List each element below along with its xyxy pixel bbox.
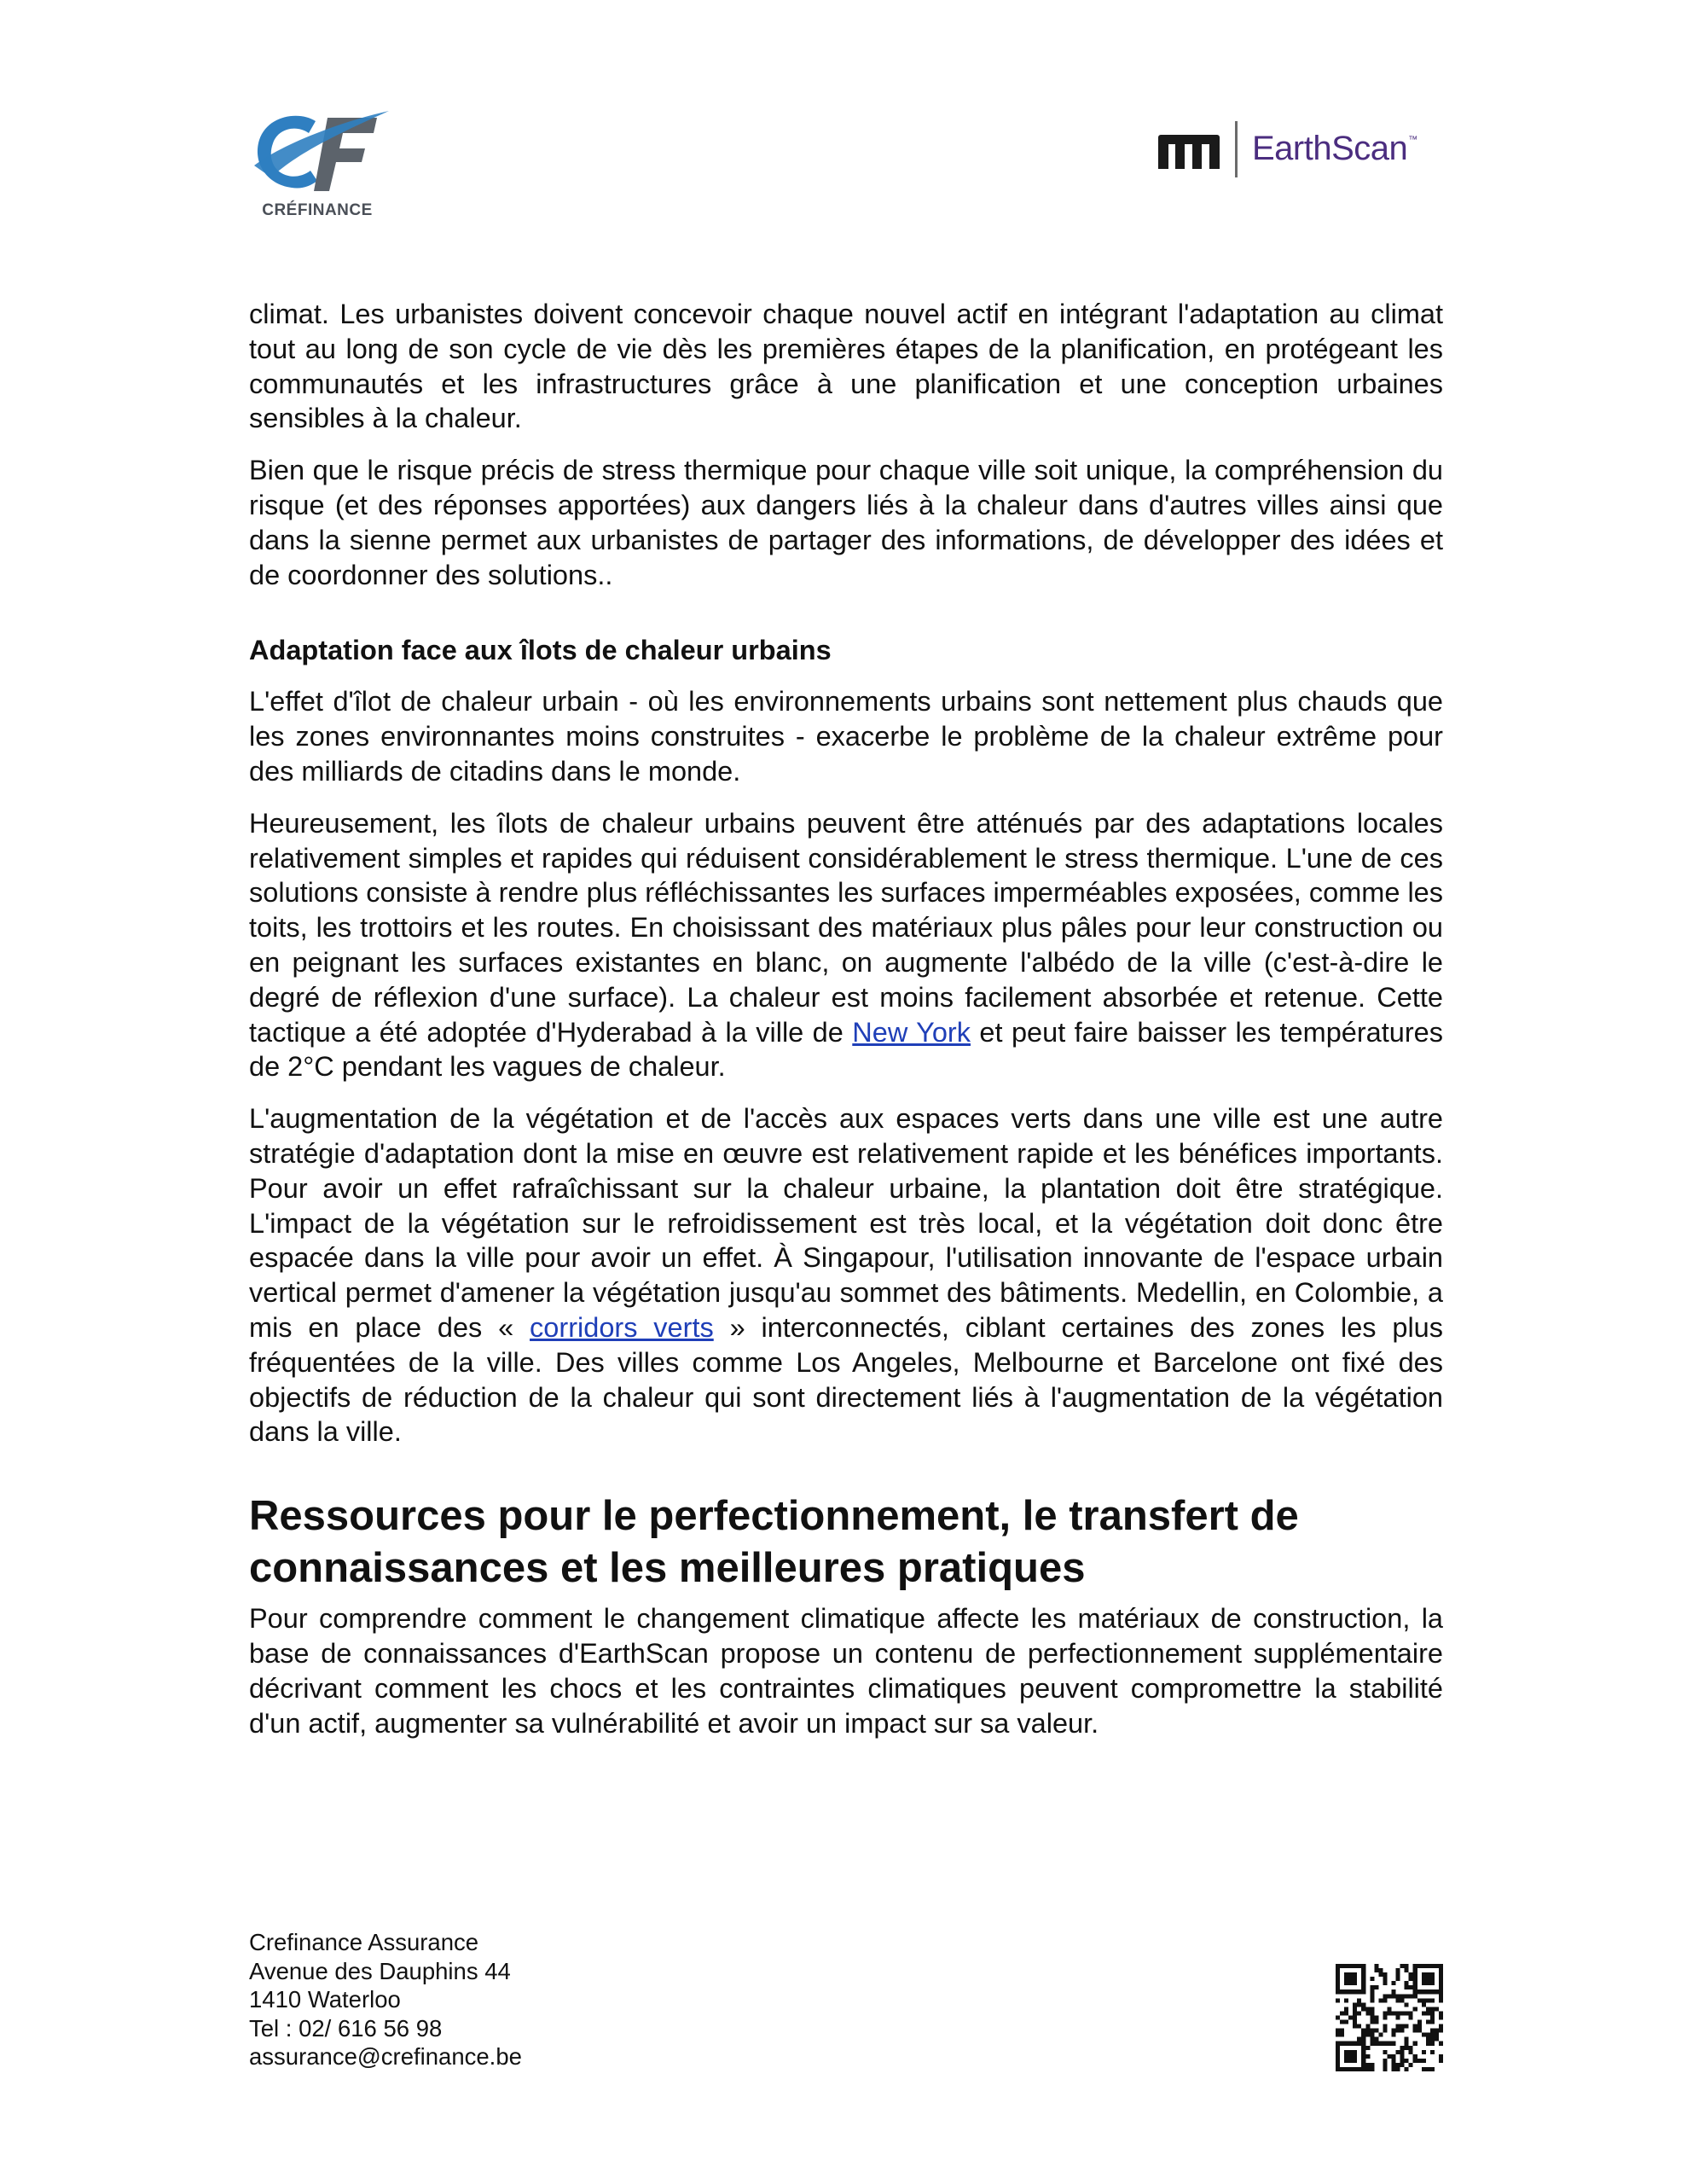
crefinance-logo	[249, 106, 394, 224]
logo-divider	[1235, 121, 1238, 177]
paragraph-5-text-b: » interconnectés, ciblant certaines des zones les plus fréquentées de la ville. Des villes comme Los Angeles, Melbourne et Barcelone ont fixé des objectifs de réduction de la chaleur qui sont directement liés à l'augmentation de la végétation dans la ville.	[249, 1311, 1444, 1448]
section-heading-resources: Ressources pour le perfectionnement, le transfert de connaissances et les meilleures pratiques	[249, 1493, 1299, 1592]
section-heading-heat-islands: Adaptation face aux îlots de chaleur urbains	[249, 635, 832, 666]
footer-phone: Tel : 02/ 616 56 98	[249, 2014, 443, 2042]
trademark-symbol: ™	[1408, 135, 1417, 145]
paragraph-4-text-a: Heureusement, les îlots de chaleur urbains peuvent être atténués par des adaptations locales relativement simples et rapides qui réduisent considérablement le stress thermique. L'une de ces solutions consiste à rendre plus réfléchissantes les surfaces imperméables exposées, comme les toits, les trottoirs et les routes. En choisissant des matériaux plus pâles pour leur construction ou en peignant les surfaces existantes en blanc, on augmente l'albédo de la ville (c'est-à-dire le degré de réflexion d'une surface). La chaleur est moins facilement absorbée et retenue. Cette tactique a été adoptée d'Hyderabad à la ville de	[249, 807, 1443, 1048]
paragraph-2: Bien que le risque précis de stress thermique pour chaque ville soit unique, la compréhension du risque (et des réponses apportées) aux dangers liés à la chaleur dans d'autres villes ainsi que dans la sienne permet aux urbanistes de partager des informations, de développer des idées et de coordonner des solutions..	[249, 455, 1443, 590]
footer-email: assurance@crefinance.be	[249, 2043, 522, 2071]
footer-company: Crefinance Assurance	[249, 1929, 479, 1955]
crefinance-logo-text: CRÉFINANCE	[262, 201, 373, 219]
paragraph-5	[249, 1101, 1443, 1449]
qr-code-icon	[1336, 1964, 1443, 2071]
document-body	[249, 297, 1443, 1757]
crefinance-monogram-icon	[249, 106, 394, 201]
corridors-verts-link[interactable]: corridors verts	[530, 1311, 714, 1343]
new-york-link[interactable]: New York	[852, 1016, 971, 1048]
paragraph-6: Pour comprendre comment le changement climatique affecte les matériaux de construction, la base de connaissances d'EarthScan propose un contenu de perfectionnement supplémentaire décrivant comment les chocs et les contraintes climatiques peuvent compromettre la stabilité d'un actif, augmenter sa vulnérabilité et avoir un impact sur sa valeur.	[249, 1603, 1443, 1739]
footer-address	[249, 1928, 522, 2071]
paragraph-3: L'effet d'îlot de chaleur urbain - où les environnements urbains sont nettement plus chauds que les zones environnantes moins construites - exacerbe le problème de la chaleur extrême pour des milliards de citadins dans le monde.	[249, 686, 1443, 787]
earthscan-wordmark-text: EarthScan	[1252, 130, 1408, 167]
earthscan-wordmark	[1252, 130, 1417, 168]
paragraph-4	[249, 806, 1443, 1084]
footer-city: 1410 Waterloo	[249, 1986, 401, 2013]
mm-mark-icon	[1158, 135, 1220, 169]
earthscan-logo	[1158, 121, 1448, 181]
paragraph-1: climat. Les urbanistes doivent concevoir chaque nouvel actif en intégrant l'adaptation au climat tout au long de son cycle de vie dès les premières étapes de la planification, en protégeant les communautés et les infrastructures grâce à une planification et une conception urbaines sensibles à la chaleur.	[249, 299, 1443, 434]
footer-street: Avenue des Dauphins 44	[249, 1957, 511, 1984]
paragraph-5-text-a: L'augmentation de la végétation et de l'accès aux espaces verts dans une ville est une autre stratégie d'adaptation dont la mise en œuvre est relativement rapide et les bénéfices importants. Pour avoir un effet rafraîchissant sur la chaleur urbaine, la plantation doit être stratégique. L'impact de la végétation sur le refroidissement est très local, et la végétation doit donc être espacée dans la ville pour avoir un effet. À Singapour, l'utilisation innovante de l'espace urbain vertical permet d'amener la végétation jusqu'au sommet des bâtiments. Medellin, en Colombie, a mis en place des «	[249, 1103, 1443, 1343]
paragraph-4-text-b: et peut faire baisser les températures de 2°C pendant les vagues de chaleur.	[249, 1016, 1443, 1083]
